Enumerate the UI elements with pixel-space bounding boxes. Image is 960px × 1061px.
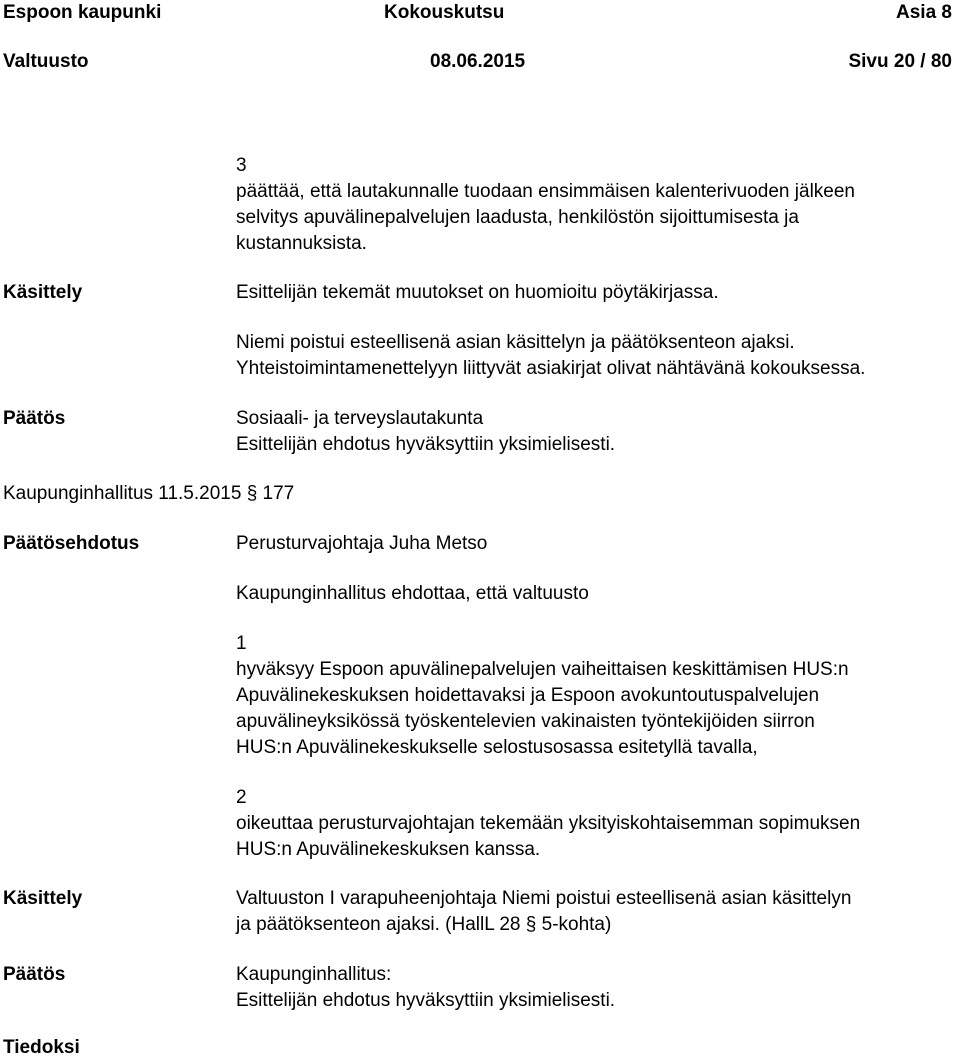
tiedoksi-label: Tiedoksi: [3, 1037, 80, 1058]
paatos-text: Sosiaali- ja terveyslautakunta: [236, 408, 484, 429]
clause-3-line: kustannuksista.: [236, 233, 367, 254]
header-page-number: Sivu 20 / 80: [848, 51, 952, 72]
kh-kasittely-text-part: 5-kohta): [541, 914, 612, 935]
clause-number-2: 2: [236, 787, 247, 808]
clause-1-line: hyväksyy Espoon apuvälinepalvelujen vaiheittaisen keskittämisen HUS:n: [236, 659, 849, 680]
header-org: Espoon kaupunki: [3, 2, 162, 23]
header-doc-type: Kokouskutsu: [384, 2, 505, 23]
clause-1-line: Apuvälinekeskuksen hoidettavaksi ja Espoon avokuntoutuspalvelujen: [236, 685, 820, 706]
kasittely-text: Niemi poistui esteellisenä asian käsittelyn ja päätöksenteon ajaksi.: [236, 332, 795, 353]
kasittely-text: Esittelijän tekemät muutokset on huomioitu pöytäkirjassa.: [236, 282, 719, 303]
kh-meeting-heading: [3, 481, 294, 507]
clause-2-line: oikeuttaa perusturvajohtajan tekemään yksityiskohtaisemman sopimuksen: [236, 813, 861, 834]
clause-1-line: HUS:n Apuvälinekeskukselle selostusosassa esitetyllä tavalla,: [236, 737, 758, 758]
kh-section-number: 177: [262, 483, 295, 504]
kh-meeting-date: Kaupunginhallitus 11.5.2015: [3, 483, 242, 504]
clause-1-line: apuvälineyksikössä työskentelevien vakinaisten työntekijöiden siirron: [236, 711, 815, 732]
header-date: 08.06.2015: [430, 51, 526, 72]
kh-kasittely-text: [236, 912, 611, 938]
clause-number-3: 3: [236, 155, 247, 176]
kh-paatos-text: Kaupunginhallitus:: [236, 964, 392, 985]
kh-kasittely-label: Käsittely: [3, 888, 83, 909]
clause-3-line: päättää, että lautakunnalle tuodaan ensimmäisen kalenterivuoden jälkeen: [236, 181, 855, 202]
paatos-label: Päätös: [3, 408, 66, 429]
kh-kasittely-text-part: ja päätöksenteon ajaksi. (HallL 28: [236, 914, 521, 935]
clause-number-1: 1: [236, 633, 247, 654]
kh-paatos-text: Esittelijän ehdotus hyväksyttiin yksimielisesti.: [236, 990, 616, 1011]
section-sign-icon: §: [246, 483, 258, 504]
kasittely-text: Yhteistoimintamenettelyyn liittyvät asiakirjat olivat nähtävänä kokouksessa.: [236, 358, 866, 379]
clause-3-line: selvitys apuvälinepalvelujen laadusta, henkilöstön sijoittumisesta ja: [236, 207, 799, 228]
kh-kasittely-text: Valtuuston I varapuheenjohtaja Niemi poistui esteellisenä asian käsittelyn: [236, 888, 852, 909]
proposal-intro: Kaupunginhallitus ehdottaa, että valtuusto: [236, 583, 589, 604]
paatos-text: Esittelijän ehdotus hyväksyttiin yksimielisesti.: [236, 434, 616, 455]
kh-paatos-label: Päätös: [3, 964, 66, 985]
kasittely-label: Käsittely: [3, 282, 83, 303]
clause-2-line: HUS:n Apuvälinekeskuksen kanssa.: [236, 839, 541, 860]
header-item-number: Asia 8: [896, 2, 952, 23]
section-sign-icon: §: [525, 914, 537, 935]
header-body: Valtuusto: [3, 51, 89, 72]
paatosehdotus-label: Päätösehdotus: [3, 533, 140, 554]
presenter: Perusturvajohtaja Juha Metso: [236, 533, 488, 554]
